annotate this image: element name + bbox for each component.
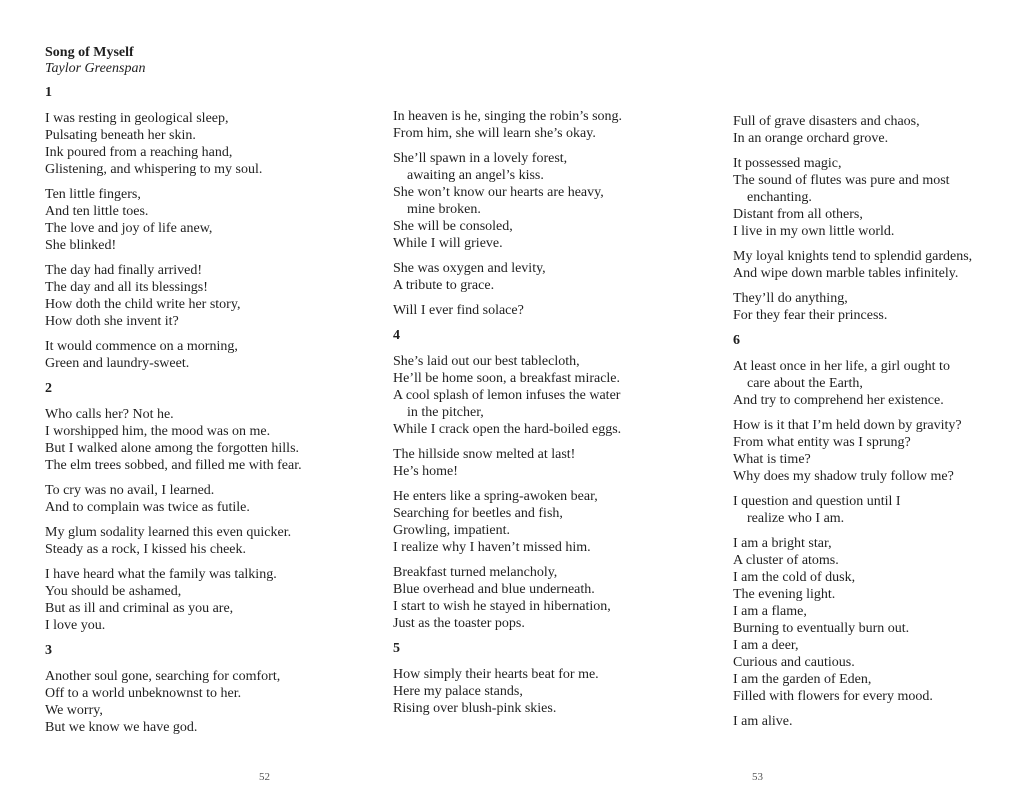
- poem-line: A cluster of atoms.: [733, 553, 839, 568]
- poem-line: A cool splash of lemon infuses the water: [393, 388, 621, 403]
- poem-line: It possessed magic,: [733, 156, 842, 171]
- poem-line: Here my palace stands,: [393, 684, 523, 699]
- poem-line: The love and joy of life anew,: [45, 221, 213, 236]
- column-body: [393, 108, 693, 717]
- poem-line: I am a flame,: [733, 604, 807, 619]
- poem-line: From him, she will learn she’s okay.: [393, 126, 596, 141]
- poem-line: I was resting in geological sleep,: [45, 111, 229, 126]
- poem-line: While I crack open the hard-boiled eggs.: [393, 422, 622, 437]
- poem-line: Filled with flowers for every mood.: [733, 689, 933, 704]
- poem-line: in the pitcher,: [407, 405, 484, 420]
- section-number: 2: [45, 381, 52, 396]
- poem-line: But as ill and criminal as you are,: [45, 601, 234, 616]
- page-number-left: 52: [259, 771, 270, 783]
- stanza: [393, 446, 693, 480]
- stanza: [393, 150, 693, 252]
- poem-line: And try to comprehend her existence.: [733, 393, 944, 408]
- poem-line: They’ll do anything,: [733, 291, 848, 306]
- section-number: 5: [393, 641, 400, 656]
- stanza: [45, 668, 375, 736]
- stanza: [733, 535, 1013, 705]
- poem-line: Green and laundry-sweet.: [45, 356, 190, 371]
- poem-line: In heaven is he, singing the robin’s song.: [393, 109, 623, 124]
- column-body: [45, 84, 375, 736]
- poem-line: care about the Earth,: [747, 376, 863, 391]
- poem-line: Steady as a rock, I kissed his cheek.: [45, 542, 246, 557]
- poem-line: At least once in her life, a girl ought to: [733, 359, 950, 374]
- poem-line: In an orange orchard grove.: [733, 131, 889, 146]
- poem-line: It would commence on a morning,: [45, 339, 238, 354]
- poem-line: I have heard what the family was talking.: [45, 567, 277, 582]
- poem-line: How doth she invent it?: [45, 314, 179, 329]
- poem-line: And wipe down marble tables infinitely.: [733, 266, 959, 281]
- stanza: [733, 155, 1013, 240]
- poem-line: Rising over blush-pink skies.: [393, 701, 557, 716]
- page-number-right: 53: [752, 771, 763, 783]
- poem-line: He enters like a spring-awoken bear,: [393, 489, 598, 504]
- stanza: [45, 186, 375, 254]
- poem-line: For they fear their princess.: [733, 308, 888, 323]
- poem-line: Off to a world unbeknownst to her.: [45, 686, 242, 701]
- stanza: [45, 482, 375, 516]
- stanza: [45, 262, 375, 330]
- poem-line: The hillside snow melted at last!: [393, 447, 576, 462]
- poem-line: Searching for beetles and fish,: [393, 506, 563, 521]
- stanza: [45, 566, 375, 634]
- poem-line: How simply their hearts beat for me.: [393, 667, 599, 682]
- poem-column-3: [733, 113, 1013, 738]
- poem-author: Taylor Greenspan: [45, 61, 146, 76]
- poem-line: The day had finally arrived!: [45, 263, 203, 278]
- poem-line: I am alive.: [733, 714, 793, 729]
- poem-line: She’s laid out our best tablecloth,: [393, 354, 580, 369]
- poem-line: Who calls her? Not he.: [45, 407, 174, 422]
- stanza: [733, 358, 1013, 409]
- poem-line: He’s home!: [393, 464, 458, 479]
- stanza: [733, 493, 1013, 527]
- poem-line: He’ll be home soon, a breakfast miracle.: [393, 371, 621, 386]
- stanza: [45, 524, 375, 558]
- poem-line: Will I ever find solace?: [393, 303, 524, 318]
- stanza: [393, 302, 693, 319]
- poem-line: The sound of flutes was pure and most: [733, 173, 950, 188]
- poem-line: She will be consoled,: [393, 219, 513, 234]
- poem-line: And to complain was twice as futile.: [45, 500, 250, 515]
- poem-line: She’ll spawn in a lovely forest,: [393, 151, 568, 166]
- poem-line: The evening light.: [733, 587, 836, 602]
- section-number: 1: [45, 85, 52, 100]
- stanza: [393, 260, 693, 294]
- stanza: [393, 108, 693, 142]
- poem-line: I live in my own little world.: [733, 224, 895, 239]
- poem-line: Curious and cautious.: [733, 655, 855, 670]
- stanza: [45, 110, 375, 178]
- poem-line: I am a deer,: [733, 638, 799, 653]
- column-body: [733, 113, 1013, 730]
- poem-line: But I walked alone among the forgotten hills.: [45, 441, 300, 456]
- poem-line: realize who I am.: [747, 511, 845, 526]
- poem-line: She was oxygen and levity,: [393, 261, 546, 276]
- poem-line: I am the garden of Eden,: [733, 672, 872, 687]
- poem-line: The elm trees sobbed, and filled me with fear.: [45, 458, 302, 473]
- section-number: 4: [393, 328, 400, 343]
- poem-line: Full of grave disasters and chaos,: [733, 114, 920, 129]
- poem-line: What is time?: [733, 452, 811, 467]
- poem-line: She won’t know our hearts are heavy,: [393, 185, 604, 200]
- poem-line: Why does my shadow truly follow me?: [733, 469, 954, 484]
- poem-line: Pulsating beneath her skin.: [45, 128, 196, 143]
- stanza: [45, 406, 375, 474]
- poem-line: From what entity was I sprung?: [733, 435, 911, 450]
- poem-line: Breakfast turned melancholy,: [393, 565, 558, 580]
- poem-line: I worshipped him, the mood was on me.: [45, 424, 271, 439]
- poem-line: How is it that I’m held down by gravity?: [733, 418, 962, 433]
- stanza: [393, 488, 693, 556]
- poem-line: My loyal knights tend to splendid gardens,: [733, 249, 973, 264]
- poem-line: Blue overhead and blue underneath.: [393, 582, 595, 597]
- stanza: [45, 338, 375, 372]
- poem-line: To cry was no avail, I learned.: [45, 483, 215, 498]
- stanza: [733, 417, 1013, 485]
- poem-column-1: [45, 44, 375, 744]
- section-number: 6: [733, 333, 740, 348]
- stanza: [733, 290, 1013, 324]
- poem-line: My glum sodality learned this even quicker.: [45, 525, 292, 540]
- stanza: [393, 353, 693, 438]
- section-number: 3: [45, 643, 52, 658]
- poem-line: I start to wish he stayed in hibernation,: [393, 599, 611, 614]
- poem-line: A tribute to grace.: [393, 278, 495, 293]
- poem-title: Song of Myself: [45, 45, 134, 60]
- poem-line: I am a bright star,: [733, 536, 832, 551]
- poem-line: She blinked!: [45, 238, 117, 253]
- poem-line: Distant from all others,: [733, 207, 863, 222]
- poem-line: I realize why I haven’t missed him.: [393, 540, 591, 555]
- poem-line: I question and question until I: [733, 494, 901, 509]
- poem-line: The day and all its blessings!: [45, 280, 208, 295]
- stanza: [733, 713, 1013, 730]
- stanza: [733, 248, 1013, 282]
- poem-line: Growling, impatient.: [393, 523, 511, 538]
- poem-line: We worry,: [45, 703, 103, 718]
- poem-line: Just as the toaster pops.: [393, 616, 525, 631]
- poem-line: You should be ashamed,: [45, 584, 182, 599]
- poem-column-2: [393, 108, 693, 725]
- poem-line: Glistening, and whispering to my soul.: [45, 162, 263, 177]
- poem-line: Ten little fingers,: [45, 187, 141, 202]
- poem-line: awaiting an angel’s kiss.: [407, 168, 544, 183]
- poem-line: I am the cold of dusk,: [733, 570, 856, 585]
- poem-line: Ink poured from a reaching hand,: [45, 145, 233, 160]
- poem-line: Another soul gone, searching for comfort,: [45, 669, 281, 684]
- poem-line: I love you.: [45, 618, 106, 633]
- poem-line: How doth the child write her story,: [45, 297, 241, 312]
- poem-line: mine broken.: [407, 202, 481, 217]
- poem-line: Burning to eventually burn out.: [733, 621, 910, 636]
- poem-line: But we know we have god.: [45, 720, 198, 735]
- stanza: [393, 666, 693, 717]
- poem-line: And ten little toes.: [45, 204, 149, 219]
- poem-line: enchanting.: [747, 190, 812, 205]
- poem-line: While I will grieve.: [393, 236, 503, 251]
- stanza: [733, 113, 1013, 147]
- stanza: [393, 564, 693, 632]
